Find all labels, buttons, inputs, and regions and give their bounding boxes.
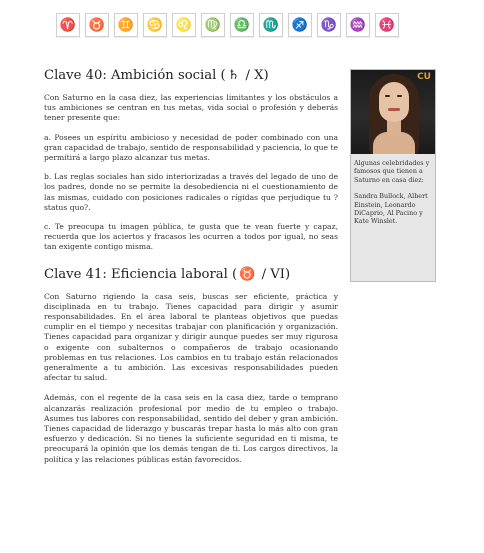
saturn-icon: ♄ — [227, 68, 240, 83]
celebrity-sidebar — [350, 69, 436, 282]
clave-41-title-text: Clave 41: Eficiencia laboral ( — [44, 266, 238, 282]
pisces-icon: ♓ — [378, 17, 396, 33]
zodiac-sagittarius-button[interactable] — [288, 13, 312, 37]
clave-40-title-text: Clave 40: Ambición social ( — [44, 68, 226, 83]
zodiac-scorpio-button[interactable] — [259, 13, 283, 37]
zodiac-virgo-button[interactable] — [201, 13, 225, 37]
clave-40-title — [44, 68, 338, 84]
sagittarius-icon: ♐ — [291, 17, 309, 33]
zodiac-gemini-button[interactable] — [114, 13, 138, 37]
clave-40-point-a: a. Posees un espíritu ambicioso y necesidad de poder combinado con una gran capacidad de trabajo, sentido de responsabilidad y paciencia, lo que te permitirá a largo plazo alcanzar tus metas. — [44, 132, 338, 163]
clave-41-paragraph-2: Además, con el regente de la casa seis en la casa diez, tarde o temprano alcanzarás realización profesional por medio de tu empleo o trabajo. Asumes tus labores con responsabilidad, sentido del deber y gran ambición. Tienes capacidad de liderazgo y buscarás trepar hasta lo más alto con gran esfuerzo y dedicación. Si no tienes la suficiente seguridad en ti misma, te preocupará la opinión que los demás tengan de ti. Los cargos directivos, la política y las relaciones públicas están favorecidos. — [44, 393, 338, 464]
clave-40-point-b: b. Las reglas sociales han sido interiorizadas a través del legado de uno de los padres, donde no se permite la desobediencia ni el cuestionamiento de las mismas, cuidado con posiciones radicales o rígidas que perjudique tu ?status quo?. — [44, 172, 338, 212]
zodiac-leo-button[interactable] — [172, 13, 196, 37]
clave-40-point-c: c. Te preocupa tu imagen pública, te gusta que te vean fuerte y capaz, recuerda que los aciertos y fracasos les ocurren a todos por igual, no seas tan exigente contigo misma. — [44, 222, 338, 252]
cancer-icon: ♋ — [146, 17, 164, 33]
clave-41-title-suffix: / VI) — [257, 266, 291, 282]
clave-40-title-suffix: / X) — [241, 68, 269, 83]
celebrity-photo — [351, 70, 435, 154]
zodiac-pisces-button[interactable] — [375, 13, 399, 37]
sidebar-caption-intro: Algunas celebridades y famosos que tienen a Saturno en casa diez: — [354, 159, 430, 184]
scorpio-icon: ♏ — [262, 17, 280, 33]
clave-41-paragraph-1: Con Saturno rigiendo la casa seis, buscas ser eficiente, práctica y disciplinada en tu trabajo. Tienes capacidad para dirigir y asumir responsabilidades. En el área laboral te planteas objetivos que puedas cumplir en el tiempo y necesitas trabajar con planificación y organización. Tienes capacidad para organizar y dirigir aunque puedes ser muy rigurosa o exigente con subalternos o compañeros de trabajo ocasionando problemas en tus relaciones. Los cambios en tu trabajo están relacionados generalmente a tu ambición. Las excesivas responsabilidades pueden afectar tu salud. — [44, 291, 338, 383]
taurus-icon: ♉ — [88, 17, 106, 33]
zodiac-nav — [56, 13, 399, 37]
sidebar-caption — [354, 159, 434, 226]
capricorn-icon: ♑ — [320, 17, 338, 33]
virgo-icon: ♍ — [204, 17, 222, 33]
clave-41-title — [44, 267, 338, 283]
zodiac-aries-button[interactable] — [56, 13, 80, 37]
zodiac-cancer-button[interactable] — [143, 13, 167, 37]
aries-icon: ♈ — [59, 17, 77, 33]
libra-icon: ♎ — [233, 17, 251, 33]
sidebar-caption-names: Sandra Bullock, Albert Einstein, Leonardo DiCaprio, Al Pacino y Kate Winslet. — [354, 192, 428, 226]
leo-icon: ♌ — [175, 17, 193, 33]
aquarius-icon: ♒ — [349, 17, 367, 33]
zodiac-libra-button[interactable] — [230, 13, 254, 37]
taurus-icon: ♉ — [239, 266, 256, 282]
clave-40-intro: Con Saturno en la casa diez, las experiencias limitantes y los obstáculos a tus ambiciones se centran en tus metas, vida social o profesión y deberás tener presente que: — [44, 93, 338, 123]
gemini-icon: ♊ — [117, 17, 135, 33]
photo-logo: CU — [417, 72, 431, 82]
article-content — [44, 68, 338, 465]
zodiac-capricorn-button[interactable] — [317, 13, 341, 37]
zodiac-taurus-button[interactable] — [85, 13, 109, 37]
zodiac-aquarius-button[interactable] — [346, 13, 370, 37]
